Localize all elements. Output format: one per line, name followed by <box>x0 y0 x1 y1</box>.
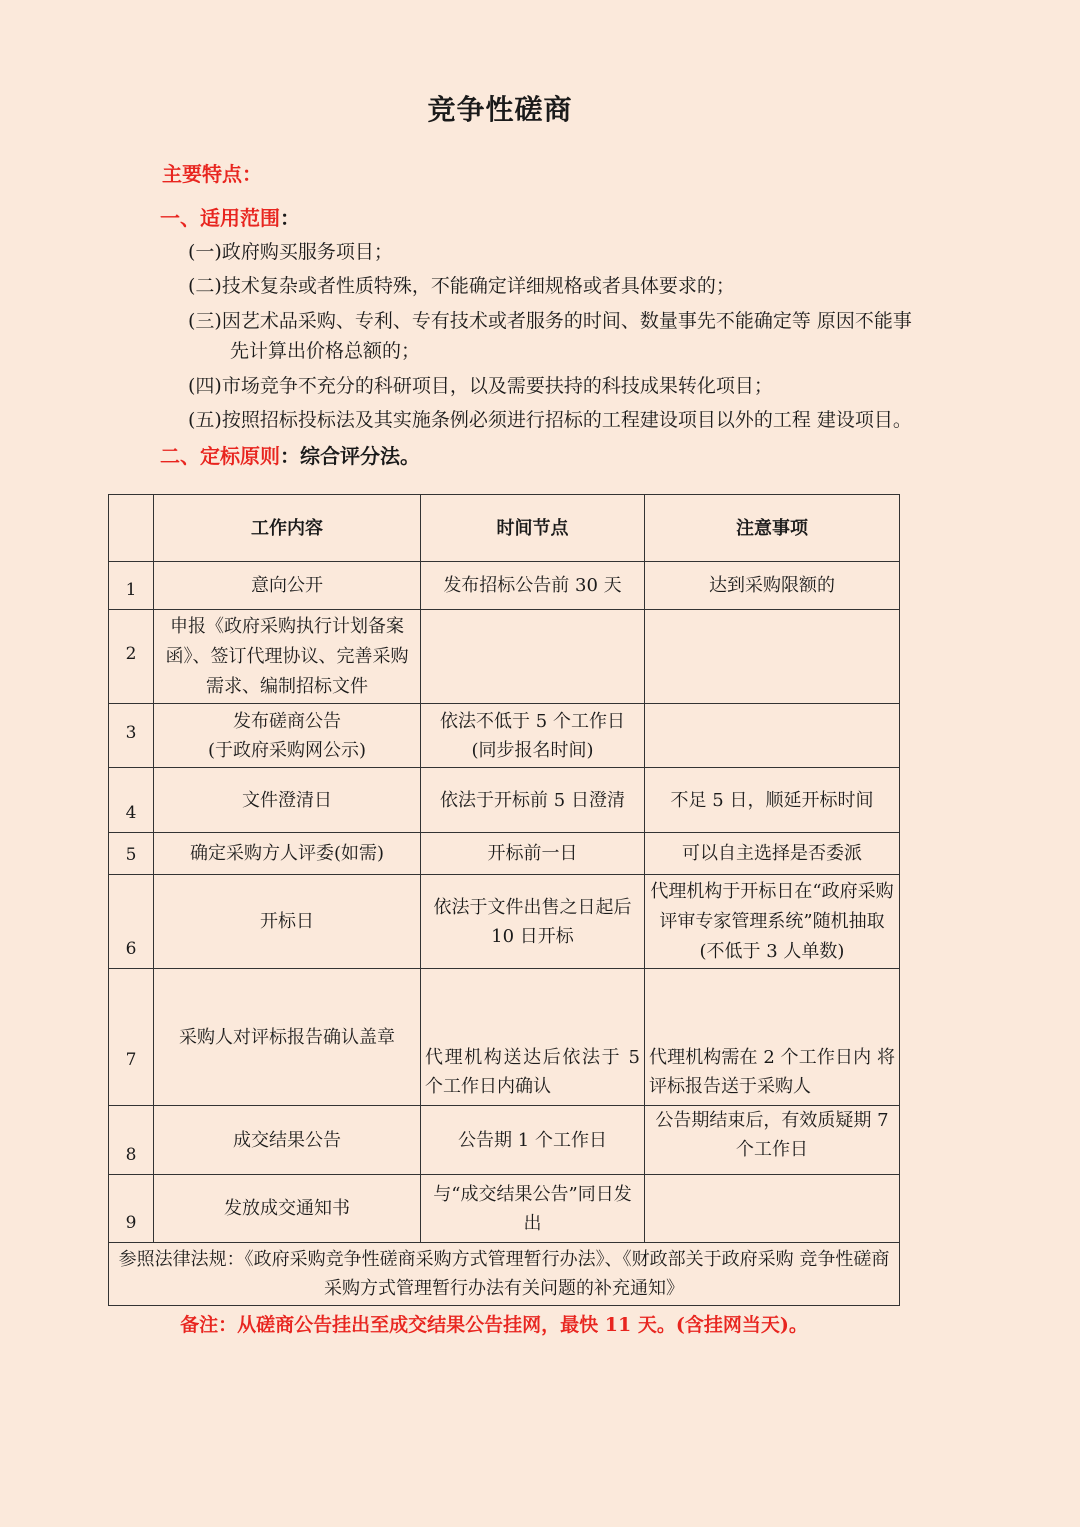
row-time: 发布招标公告前 30 天 <box>421 562 645 610</box>
scope-item-3-cont: 先计算出价格总额的； <box>230 340 421 362</box>
table-row <box>109 704 900 768</box>
scope-item-4: (四)市场竞争不充分的科研项目，以及需要扶持的科技成果转化项目； <box>188 375 773 397</box>
row-time <box>421 610 645 704</box>
row-note: 代理机构于开标日在“政府采购评审专家管理系统”随机抽取(不低于 3 人单数) <box>645 875 900 969</box>
procedure-table <box>108 494 900 1306</box>
scope-heading-line <box>160 202 300 231</box>
row-num: 1 <box>109 562 154 610</box>
scope-item-3: (三)因艺术品采购、专利、专有技术或者服务的时间、数量事先不能确定等 原因不能事 <box>188 310 912 332</box>
scope-item-1: (一)政府购买服务项目； <box>188 241 393 263</box>
principle-colon: ： <box>280 444 300 468</box>
row-content: 成交结果公告 <box>154 1106 421 1175</box>
scope-colon: ： <box>280 206 300 230</box>
features-heading: 主要特点： <box>162 162 262 186</box>
table-header-row <box>109 495 900 562</box>
row-content: 文件澄清日 <box>154 768 421 833</box>
principle-heading: 二、定标原则 <box>160 444 280 468</box>
scope-heading: 一、适用范围 <box>160 206 280 230</box>
header-content: 工作内容 <box>154 495 421 562</box>
row-num: 6 <box>109 875 154 969</box>
table-row <box>109 562 900 610</box>
row-note: 达到采购限额的 <box>645 562 900 610</box>
row-note <box>645 1175 900 1243</box>
row-content: 申报《政府采购执行计划备案函》、签订代理协议、完善采购需求、编制招标文件 <box>154 610 421 704</box>
row-time: 开标前一日 <box>421 833 645 875</box>
row-num: 9 <box>109 1175 154 1243</box>
header-note: 注意事项 <box>645 495 900 562</box>
row-time: 公告期 1 个工作日 <box>421 1106 645 1175</box>
header-time: 时间节点 <box>421 495 645 562</box>
table-row <box>109 610 900 704</box>
table-row <box>109 768 900 833</box>
row-num: 7 <box>109 969 154 1106</box>
header-num <box>109 495 154 562</box>
row-num: 4 <box>109 768 154 833</box>
remark: 备注：从磋商公告挂出至成交结果公告挂网，最快 11 天。(含挂网当天)。 <box>180 1314 808 1336</box>
principle-value: 综合评分法。 <box>300 444 420 468</box>
table-row <box>109 969 900 1106</box>
scope-item-2: (二)技术复杂或者性质特殊，不能确定详细规格或者具体要求的； <box>188 275 735 297</box>
row-content: 采购人对评标报告确认盖章 <box>154 969 421 1106</box>
row-content: 确定采购方人评委(如需) <box>154 833 421 875</box>
row-note: 可以自主选择是否委派 <box>645 833 900 875</box>
page-title: 竞争性磋商 <box>427 93 573 126</box>
row-note: 代理机构需在 2 个工作日内 将评标报告送于采购人 <box>645 969 900 1106</box>
table-row <box>109 1175 900 1243</box>
row-num: 3 <box>109 704 154 768</box>
law-reference: 参照法律法规：《政府采购竞争性磋商采购方式管理暂行办法》、《财政部关于政府采购 竞争性磋商采购方式管理暂行办法有关问题的补充通知》 <box>109 1243 900 1306</box>
table-row <box>109 833 900 875</box>
scope-item-5: (五)按照招标投标法及其实施条例必须进行招标的工程建设项目以外的工程 建设项目。 <box>188 409 912 431</box>
row-num: 8 <box>109 1106 154 1175</box>
table-row <box>109 875 900 969</box>
row-time: 代理机构送达后依法于 5 个工作日内确认 <box>421 969 645 1106</box>
row-time: 依法不低于 5 个工作日 (同步报名时间) <box>421 704 645 768</box>
principle-line <box>160 440 420 469</box>
row-note: 公告期结束后，有效质疑期 7 个工作日 <box>645 1106 900 1175</box>
row-note: 不足 5 日，顺延开标时间 <box>645 768 900 833</box>
table-row <box>109 1106 900 1175</box>
row-content: 开标日 <box>154 875 421 969</box>
row-num: 2 <box>109 610 154 704</box>
row-num: 5 <box>109 833 154 875</box>
row-content: 意向公开 <box>154 562 421 610</box>
row-time: 与“成交结果公告”同日发出 <box>421 1175 645 1243</box>
row-note <box>645 610 900 704</box>
row-note <box>645 704 900 768</box>
row-content: 发布磋商公告 (于政府采购网公示) <box>154 704 421 768</box>
row-time: 依法于开标前 5 日澄清 <box>421 768 645 833</box>
law-row <box>109 1243 900 1306</box>
row-time: 依法于文件出售之日起后 10 日开标 <box>421 875 645 969</box>
row-content: 发放成交通知书 <box>154 1175 421 1243</box>
